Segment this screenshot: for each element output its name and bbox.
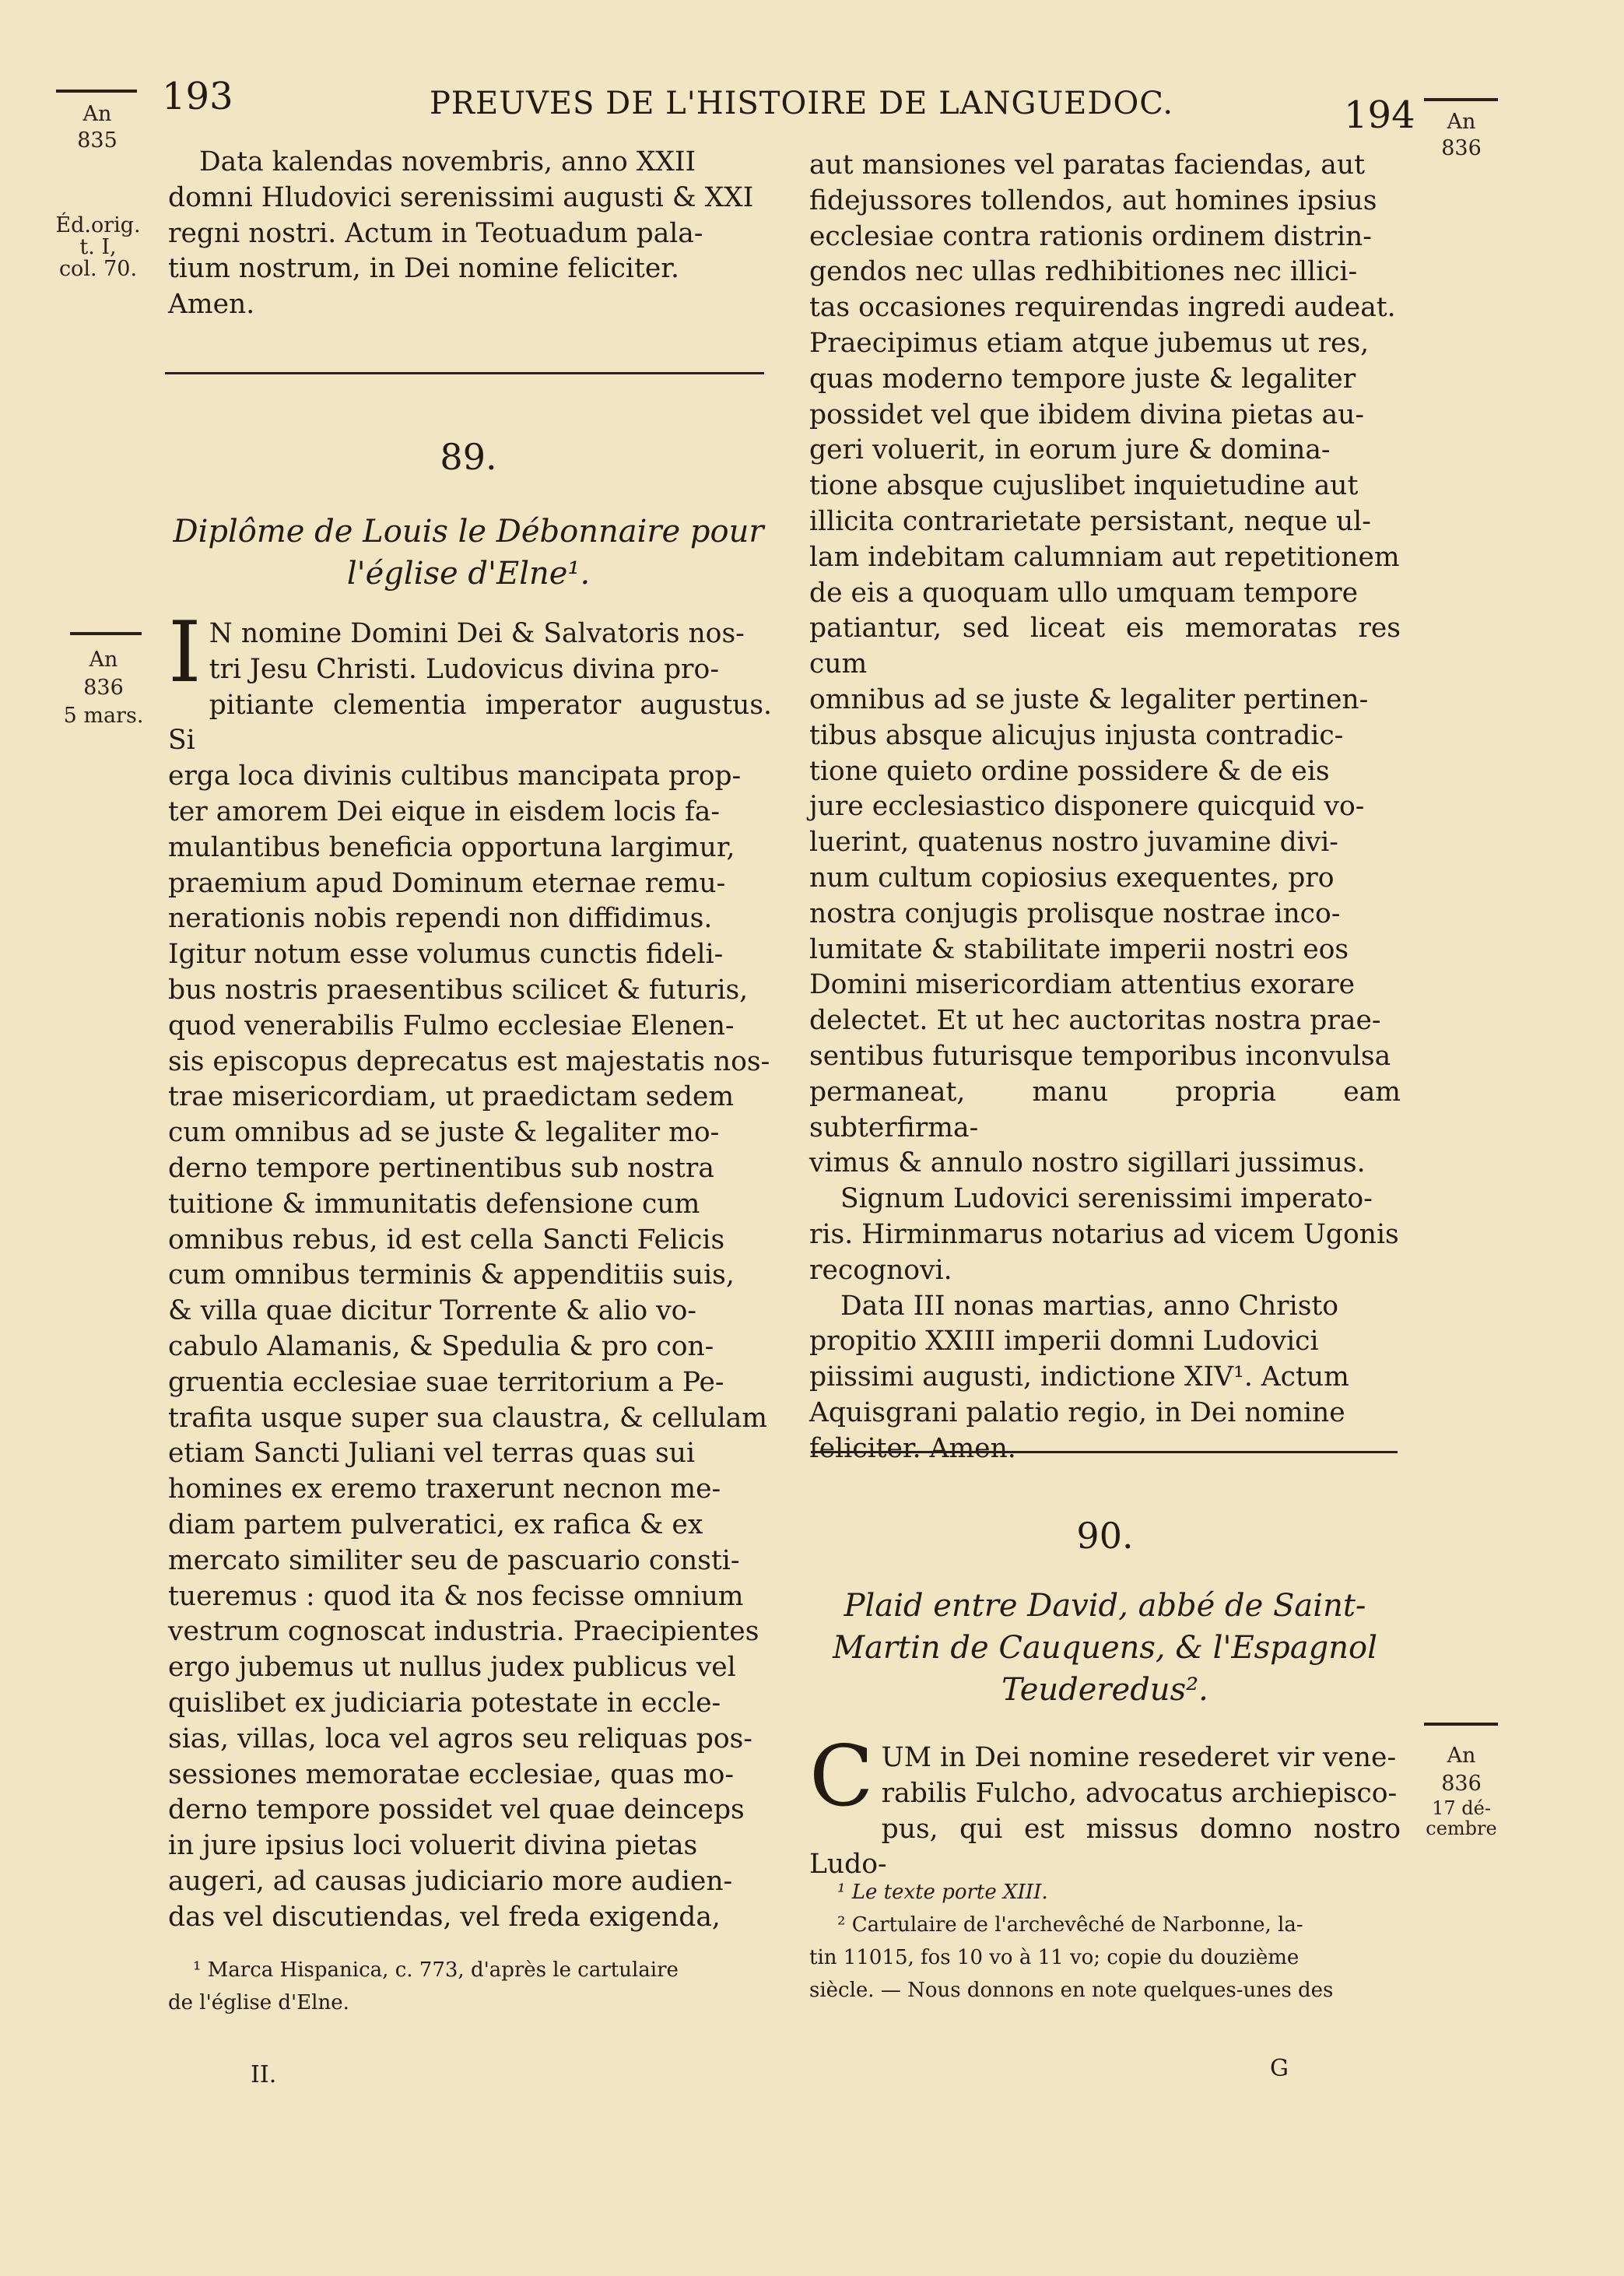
left-footnote: ¹ Marca Hispanica, c. 773, d'après le cartulaire de l'église d'Elne. (168, 1958, 679, 2014)
right-footnotes: ¹ Le texte porte XIII. ² Cartulaire de l'archevêché de Narbonne, la- tin 11015, fos 10 vo à 11 vo; copie du douzième siècle. — Nous donnons en note quelques-unes des (809, 1881, 1334, 2002)
dropcap-c: C (809, 1728, 874, 1825)
margin-year-836-top: An 836 (1441, 110, 1482, 160)
left-margin-rule-top (56, 90, 137, 93)
left-opening-text: Data kalendas novembris, anno XXII domni Hludovici serenissimi augusti & XXI regni nostri. Actum in Teotuadum pala- tium nostrum, in Dei nomine feliciter. Amen. (168, 146, 754, 321)
left-page-number: 193 (162, 75, 233, 118)
dropcap-i: I (168, 604, 202, 701)
right-margin-rule-bottom (1424, 1723, 1498, 1726)
left-charter-body: I N nomine Domini Dei & Salvatoris nos- tri Jesu Christi. Ludovicus divina pro- pitiante clementia imperator augustus. Si erga loca divinis cultibus mancipata prop- ter amorem Dei eique in eisdem locis fa- mulantibus beneficia opportuna largimur, praemium apud Dominum eternae remu- nerationis nobis rependi non diffidimus. Igitur notum esse volumus cunctis fideli- bus nostris praesentibus scilicet & futuris, quod venerabilis Fulmo ecclesiae Elenen- sis episcopus deprecatus est majestatis nos- trae misericordiam, ut praedictam sedem cum omnibus ad se juste & legaliter mo- derno tempore pertinentibus sub nostra tuitione & immunitatis defensione cum omnibus rebus, id est cella Sancti Felicis cum omnibus terminis & appenditiis suis, & villa quae dicitur Torrente & alio vo- cabulo Alamanis, & Spedulia & pro con- gruentia ecclesiae suae territorium a Pe- trafita usque super sua claustra, & cellulam etiam Sancti Juliani vel terras quas sui homines ex eremo traxerunt necnon me- diam partem pulveratici, ex rafica & ex mercato similiter seu de pascuario consti- tueremus : quod ita & nos fecisse omnium vestrum cognoscat industria. Praecipientes ergo jubemus ut nullus judex publicus vel quislibet ex judiciaria potestate in eccle- sias, villas, loca vel agros seu reliquas pos- sessiones memoratae ecclesiae, quas mo- derno tempore possidet vel quae deinceps in jure ipsius loci voluerit divina pietas augeri, ad causas judiciario more audien- das vel discutiendas, vel freda exigenda, (168, 604, 772, 1933)
margin-year-835: An 835 (77, 102, 118, 153)
right-margin-rule-top (1424, 98, 1498, 101)
left-margin-rule-mid (70, 632, 142, 635)
right-page-number: 194 (1344, 93, 1415, 137)
margin-year-836-december: An 836 17 dé- cembre (1426, 1744, 1497, 1839)
section-divider-90 (811, 1451, 1398, 1453)
signature-mark-left: II. (251, 2061, 277, 2088)
right-plaid-body: C UM in Dei nomine resederet vir vene- rabilis Fulcho, advocatus archiepisco- pus, qui est missus domno nostro Ludo- (809, 1728, 1401, 1881)
margin-year-836-march: An 836 5 mars. (63, 648, 144, 728)
section-number-89: 89. (440, 436, 497, 478)
section-title-89: Diplôme de Louis le Débonnaire pour l'église d'Elne¹. (173, 514, 764, 592)
section-title-90: Plaid entre David, abbé de Saint- Martin de Cauquens, & l'Espagnol Teuderedus². (833, 1588, 1377, 1708)
section-number-90: 90. (1076, 1515, 1134, 1557)
margin-edition-reference: Éd.orig. t. I, col. 70. (55, 213, 141, 281)
running-title: PREUVES DE L'HISTOIRE DE LANGUEDOC. (430, 86, 1174, 121)
right-charter-body: aut mansiones vel paratas faciendas, aut fidejussores tollendos, aut homines ipsius ecclesiae contra rationis ordinem distrin- gendos nec ullas redhibitiones nec illici- tas occasiones requirendas ingredi audeat. Praecipimus etiam atque jubemus ut res, quas moderno tempore juste & legaliter possidet vel que ibidem divina pietas au- geri voluerit, in eorum jure & domina- tione absque cujuslibet inquietudine aut illicita contrarietate persistant, neque ul- lam indebitam calumniam aut repetitionem de eis a quoquam ullo umquam tempore patiantur, sed liceat eis memoratas res cum omnibus ad se juste & legaliter pertinen- tibus absque alicujus injusta contradic- tione quieto ordine possidere & de eis jure ecclesiastico disponere quicquid vo- luerint, quatenus nostro juvamine divi- num cultum copiosius exequentes, pro nostra conjugis prolisque nostrae inco- lumitate & stabilitate imperii nostri eos Domini misericordiam attentius exorare delectet. Et ut hec auctoritas nostra prae- sentibus futurisque temporibus inconvulsa permaneat, manu propria eam subterfirma- vimus & annulo nostro sigillari jussimus. Signum Ludovici serenissimi imperato- ris. Hirminmarus notarius ad vicem Ugonis recognovi. Data III nonas martias, anno Christo propitio XXIII imperii domni Ludovici piissimi augusti, indictione XIV¹. Actum Aquisgrani palatio regio, in Dei nomine feliciter. Amen. (809, 149, 1401, 1464)
section-divider-89 (165, 372, 764, 374)
signature-mark-right: G (1270, 2055, 1289, 2082)
